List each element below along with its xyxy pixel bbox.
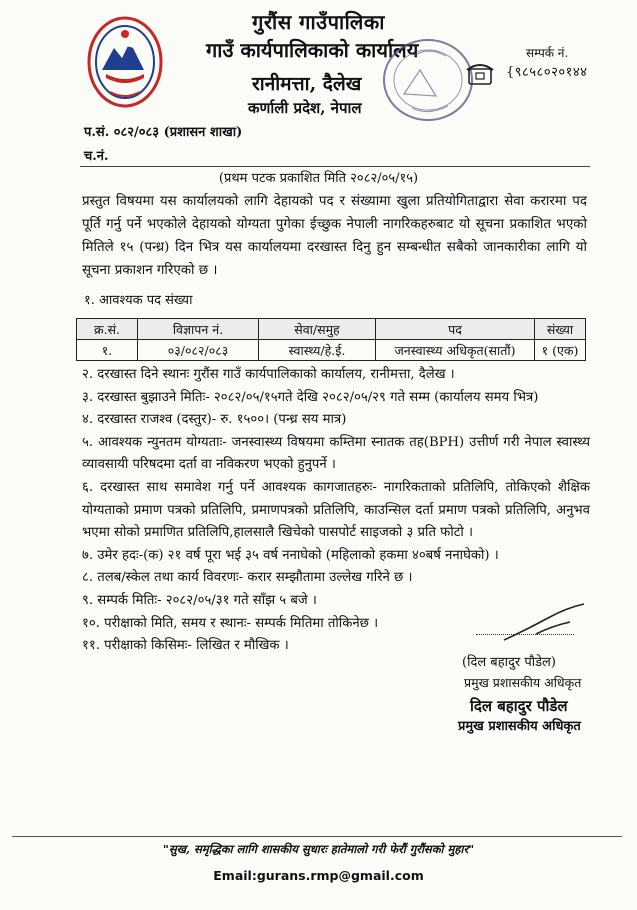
table-row (77, 340, 586, 361)
table-header-row (77, 319, 586, 340)
table-cell: स्वास्थ्य/हे.ई. (259, 340, 376, 361)
stamp-name: दिल बहादुर पौडेल (470, 697, 568, 715)
list-item: ७. उमेर हदः-(क) २१ वर्ष पूरा भई ३५ वर्ष ननाघेको (महिलाको हकमा ४०बर्ष ननाघेको) । (82, 547, 499, 563)
table-cell: १ (एक) (535, 340, 586, 361)
column-header: विज्ञापन नं. (138, 319, 259, 340)
contact-number-value: ९८५८०२०१४४ (514, 65, 588, 80)
column-header: पद (376, 319, 535, 340)
office-place: रानीमत्ता, दैलेख (252, 73, 362, 95)
office-province: कर्णाली प्रदेश, नेपाल (248, 99, 362, 117)
signature-mark-icon (496, 600, 596, 650)
posts-table (76, 318, 586, 361)
office-seal-icon (356, 36, 476, 126)
table-cell: जनस्वास्थ्य अधिकृत(सातौं) (376, 340, 535, 361)
list-item: ९. सम्पर्क मितिः- २०८२/०५/३१ गते साँझ ५ बजे । (82, 592, 317, 608)
contact-number: {९८५८०२०१४४ (506, 65, 588, 80)
published-date: (प्रथम पटक प्रकाशित मिति २०८२/०५/१५) (218, 171, 419, 186)
list-item: १०. परीक्षाको मिति, समय र स्थानः- सम्पर्क मितिमा तोकिनेछ । (82, 615, 379, 631)
signature-line (476, 634, 574, 635)
list-item: ५. आवश्यक न्युनतम योग्यताः- जनस्वास्थ्य विषयमा कम्तिमा स्नातक तह(BPH) उत्तीर्ण गरी नेपाल स्वास्थ्य व्यावसायी परिषदमा दर्ता वा नविकरण भएको हुनुपर्ने । (82, 434, 590, 473)
footer-email: Email:gurans.rmp@gmail.com (213, 868, 424, 883)
table-cell: १. (77, 340, 138, 361)
column-header: संख्या (535, 319, 586, 340)
list-item: ११. परीक्षाको किसिमः- लिखित र मौखिक । (82, 638, 289, 654)
footer-slogan: "सुख, समृद्धिका लागि शासकीय सुधारः हातेमालो गरी फेरौं गुरौंसको मुहार" (162, 842, 475, 856)
list-item: ८. तलब/स्केल तथा कार्य विवरणः- करार सम्झौतामा उल्लेख गरिने छ । (82, 570, 413, 586)
list-item: ६. दरखास्त साथ समावेश गर्नु पर्ने आवश्यक कागजातहरुः- नागरिकताको प्रतिलिपि, तोकिएको शैक्षिक योग्यताको प्रमाण पत्रको प्रतिलिपि, प्रमाणपत्रको प्रतिलिपि, काउन्सिल दर्ता प्रमाण पत्रको प्रतिलिपि, अनुभव भएमा सोको प्रमाणित प्रतिलिपि,हालसालै खिचेको पासपोर्ट साइजको ३ प्रति फोटो । (82, 479, 590, 541)
posts-heading: १. आवश्यक पद संख्या (84, 293, 193, 308)
list-item: ३. दरखास्त बुझाउने मितिः- २०८२/०५/१५गते देखि २०८२/०५/२९ गते सम्म (कार्यालय समय भित्र) (82, 389, 539, 405)
office-name: गाउँ कार्यपालिकाको कार्यालय (206, 38, 419, 62)
list-item: २. दरखास्त दिने स्थानः गुरौंस गाउँ कार्यपालिकाको कार्यालय, रानीमत्ता, दैलेख । (82, 367, 455, 382)
letter-number: प.सं. ०८२/०८३ (प्रशासन शाखा) (84, 125, 243, 140)
contact-label: सम्पर्क नं. (526, 46, 569, 60)
list-item: ४. दरखास्त राजश्व (दस्तुर)- रु. १५००। (पन्ध्र सय मात्र) (82, 412, 347, 428)
column-header: क्र.सं. (77, 319, 138, 340)
footer-divider (12, 836, 622, 837)
phone-icon (466, 60, 494, 86)
signatory-name: (दिल बहादुर पौडेल) (462, 655, 556, 670)
divider (80, 166, 590, 167)
column-header: सेवा/समुह (259, 319, 376, 340)
stamp-title: प्रमुख प्रशासकीय अधिकृत (458, 719, 581, 734)
signatory-title: प्रमुख प्रशासकीय अधिकृत (464, 675, 582, 690)
dispatch-number: च.नं. (84, 149, 109, 164)
org-name: गुरौंस गाउँपालिका (252, 10, 385, 34)
notice-intro: प्रस्तुत विषयमा यस कार्यालयको लागि देहायको पद र संख्यामा खुला प्रतियोगिताद्वारा सेवा करारमा पद पूर्ति गर्नु पर्ने भएकोले देहायको योग्यता पुगेका ईच्छुक नेपाली नागरिकहरुबाट यो सूचना प्रकाशित भएको मितिले १५ (पन्ध्र) दिन भित्र यस कार्यालयमा दरखास्त दिनु हुन सम्बन्धीत सबैको जानकारीका लागि यो सूचना प्रकाशन गरिएको छ । (82, 194, 587, 278)
table-cell: ०३/०८२/०८३ (138, 340, 259, 361)
